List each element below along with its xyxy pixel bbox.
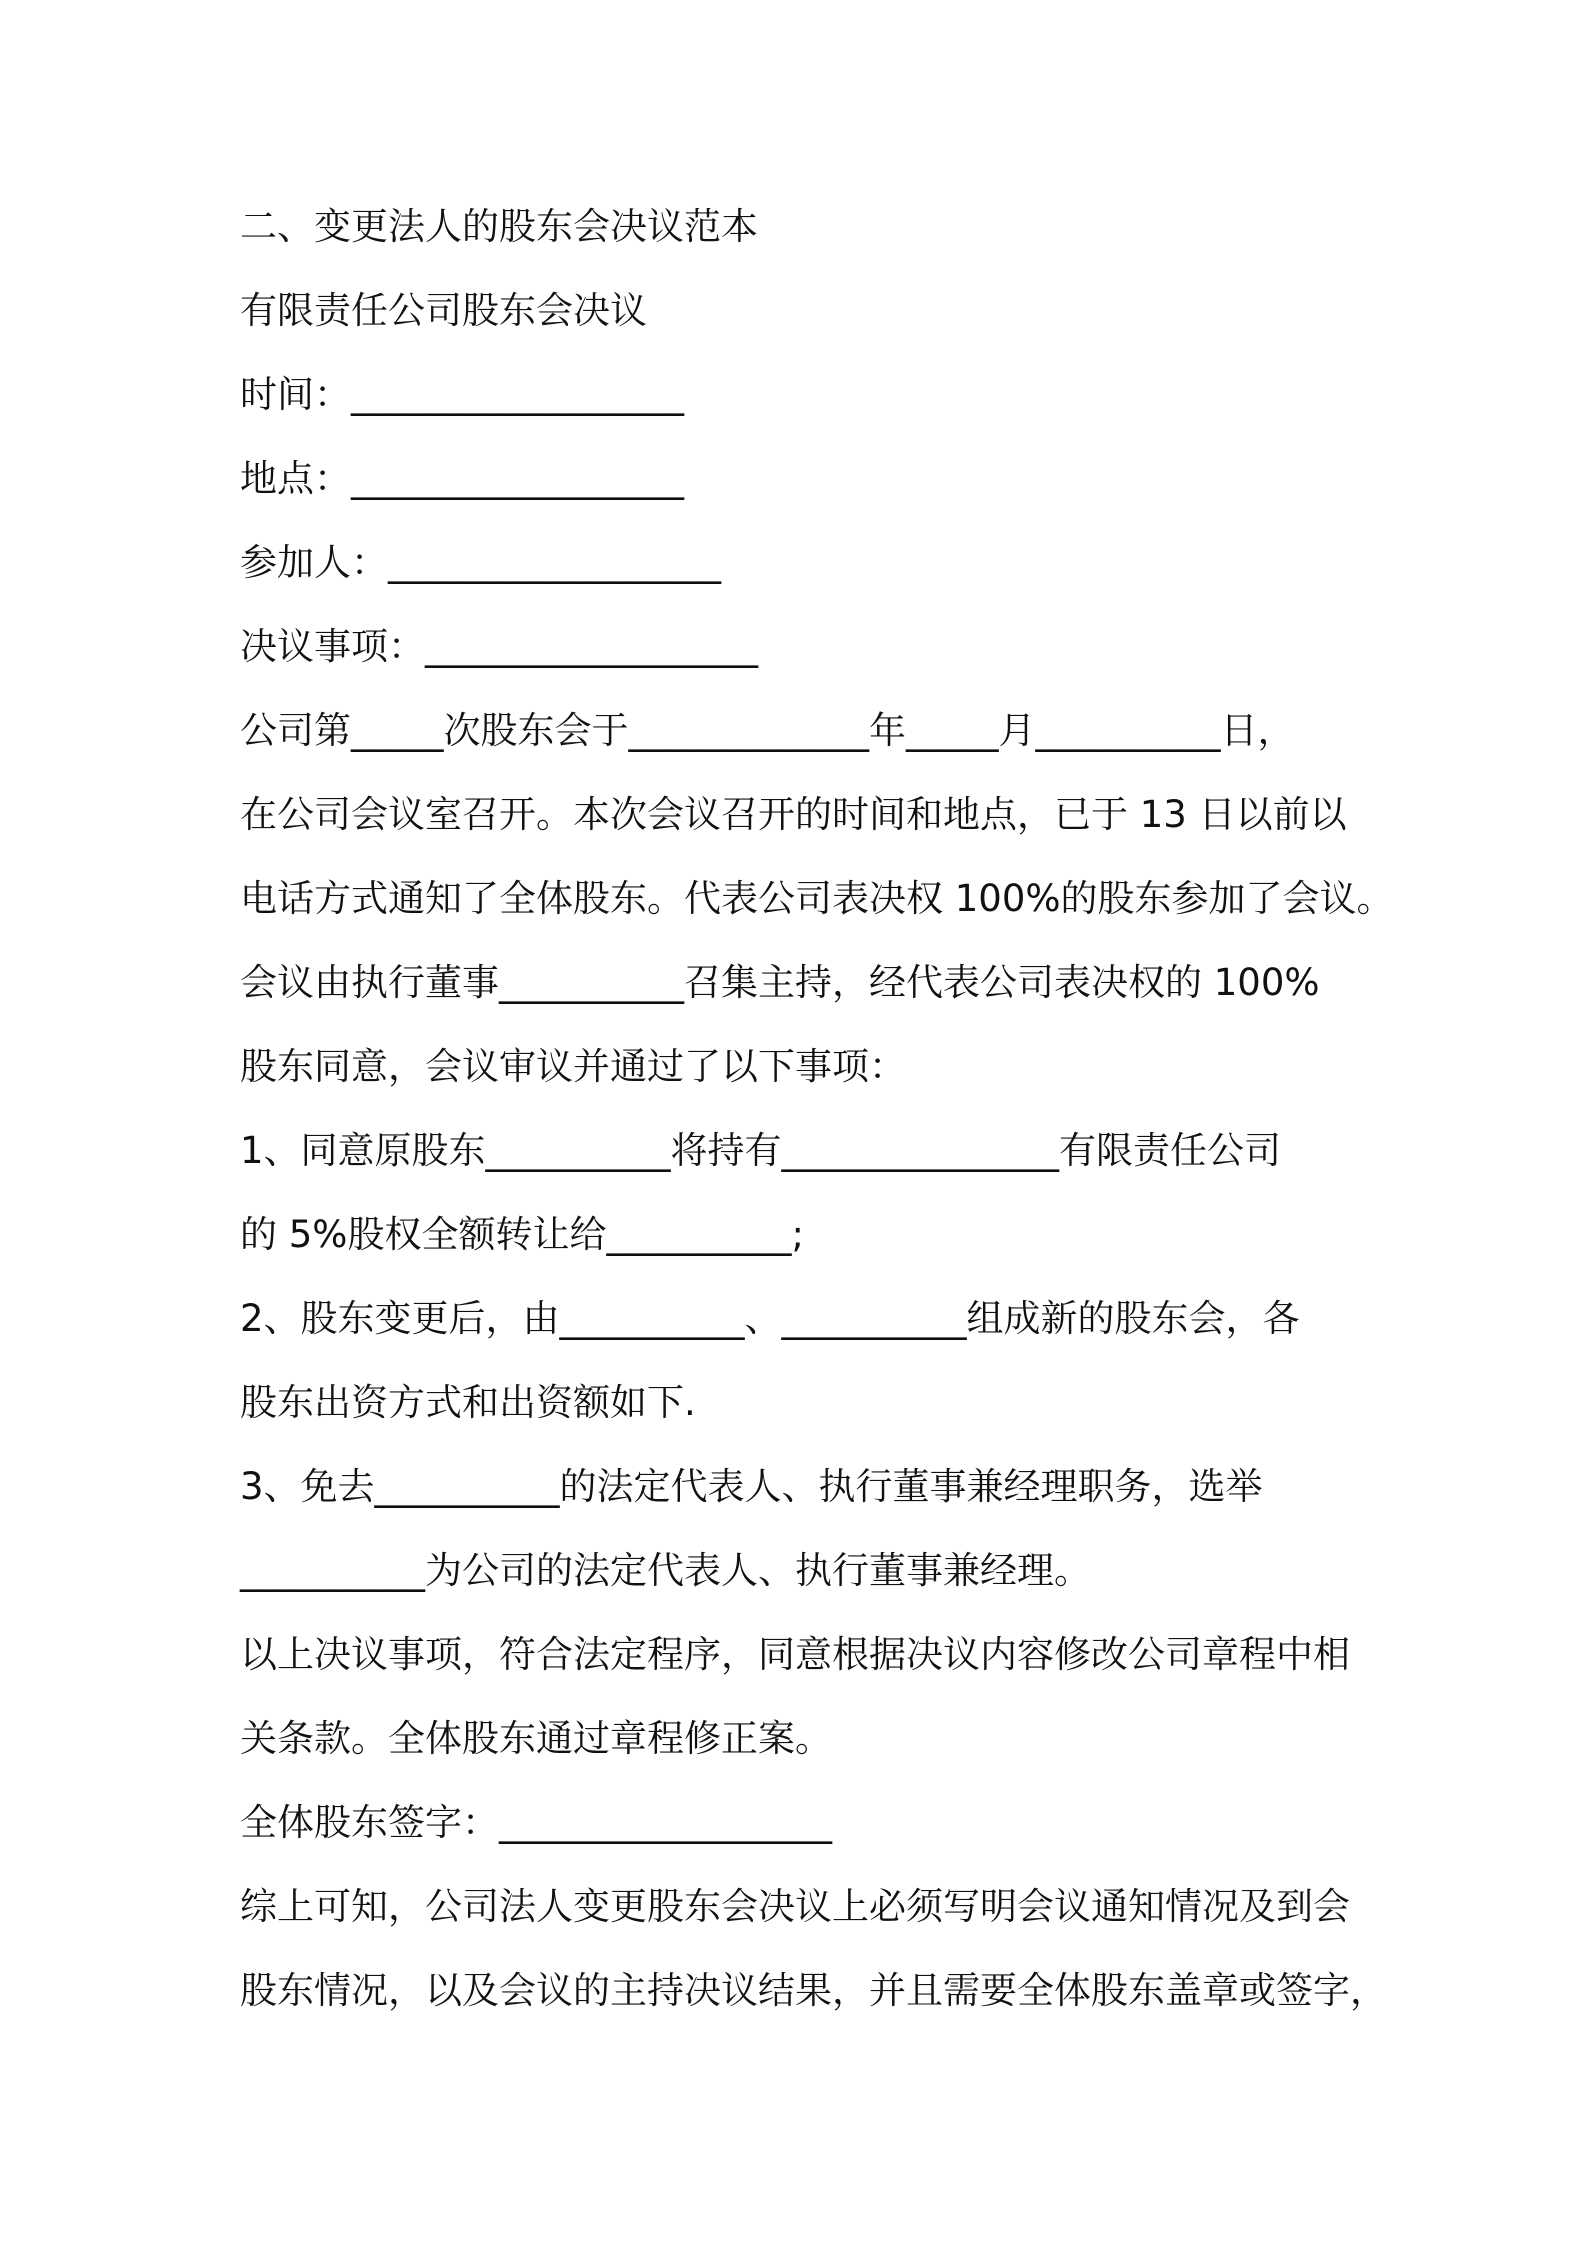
- location-field-line: 地点：__________________: [240, 457, 684, 500]
- body-line: 会议由执行董事__________召集主持，经代表公司表决权的 100%: [240, 961, 1320, 1004]
- body-line: 公司第_____次股东会于_____________年_____月__________日，: [240, 709, 1295, 752]
- resolution-item-1-line: 的 5%股权全额转让给__________;: [240, 1213, 804, 1256]
- resolution-item-2-line: 股东出资方式和出资额如下.: [240, 1381, 696, 1424]
- resolution-item-1-line: 1、同意原股东__________将持有_______________有限责任公司: [240, 1129, 1282, 1172]
- resolution-items-field-line: 决议事项：__________________: [240, 625, 758, 668]
- body-line: 电话方式通知了全体股东。代表公司表决权 100%的股东参加了会议。: [240, 877, 1394, 920]
- signature-field-line: 全体股东签字：__________________: [240, 1801, 832, 1844]
- body-line: 以上决议事项，符合法定程序，同意根据决议内容修改公司章程中相: [240, 1633, 1350, 1676]
- resolution-item-3-line: __________为公司的法定代表人、执行董事兼经理。: [240, 1549, 1091, 1592]
- time-field-line: 时间：__________________: [240, 373, 684, 416]
- section-heading: 二、变更法人的股东会决议范本: [240, 205, 758, 248]
- resolution-item-2-line: 2、股东变更后，由__________、__________组成新的股东会，各: [240, 1297, 1300, 1340]
- resolution-item-3-line: 3、免去__________的法定代表人、执行董事兼经理职务，选举: [240, 1465, 1263, 1508]
- summary-line: 股东情况，以及会议的主持决议结果，并且需要全体股东盖章或签字，: [240, 1969, 1387, 2012]
- summary-line: 综上可知，公司法人变更股东会决议上必须写明会议通知情况及到会: [240, 1885, 1350, 1928]
- body-line: 关条款。全体股东通过章程修正案。: [240, 1717, 832, 1760]
- body-line: 股东同意，会议审议并通过了以下事项：: [240, 1045, 906, 1088]
- document-title: 有限责任公司股东会决议: [240, 289, 647, 332]
- attendees-field-line: 参加人：__________________: [240, 541, 721, 584]
- body-line: 在公司会议室召开。本次会议召开的时间和地点，已于 13 日以前以: [240, 793, 1347, 836]
